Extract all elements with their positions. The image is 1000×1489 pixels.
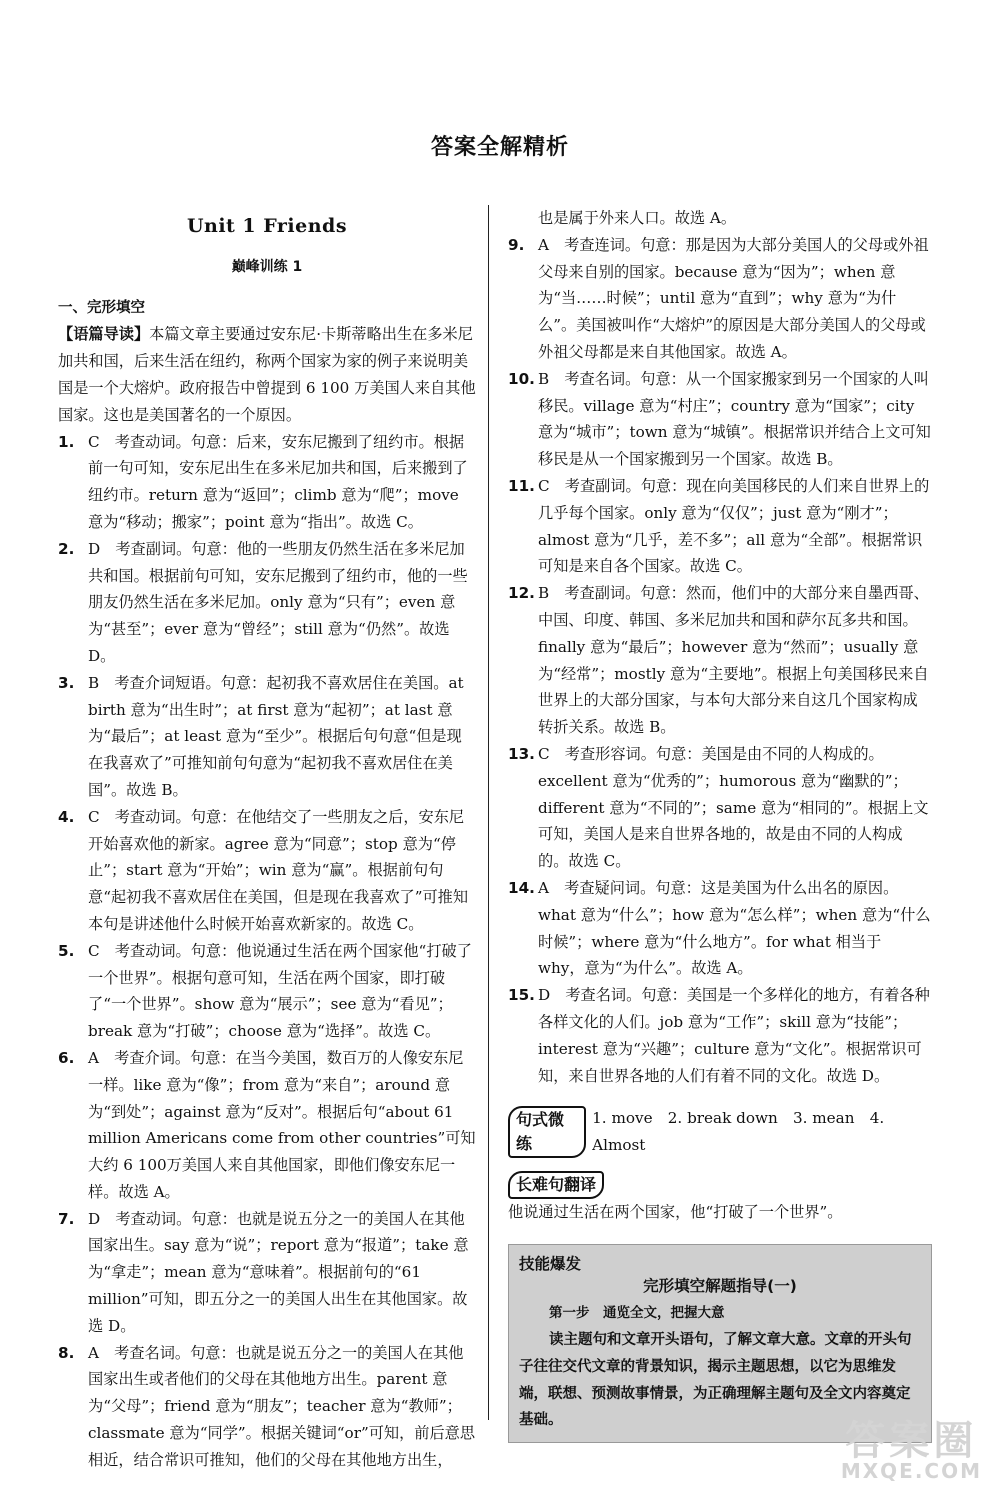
answer-text: C 考查动词。句意：他说通过生活在两个国家他“打破了一个世界”。根据句意可知，生活在两个国家，即打破了“一个世界”。show 意为“展示”；see 意为“看见”；break 意为“打破”；choose 意为“选择”。故选 C。	[88, 941, 472, 1041]
answer-item-11	[508, 473, 932, 580]
answer-text: D 考查名词。句意：美国是一个多样化的地方，有着各种各样文化的人们。job 意为“工作”；skill 意为“技能”；interest 意为“兴趣”；culture 意为“文化”。根据常识可知，来自世界各地的人们有着不同的文化。故选 D。	[538, 986, 930, 1085]
answer-number: 6.	[58, 1048, 75, 1067]
sentence-practice-badge: 句式微练	[508, 1106, 586, 1158]
answer-number: 5.	[58, 941, 75, 960]
answer-item-12	[508, 580, 932, 741]
passage-text: 本篇文章主要通过安东尼·卡斯蒂略出生在多米尼加共和国，后来生活在纽约，称两个国家为家的例子来说明美国是一个大熔炉。政府报告中曾提到 6 100 万美国人来自其他国家。这也是美国著名的一个原因。	[58, 325, 476, 424]
answer-text: A 考查连词。句意：那是因为大部分美国人的父母或外祖父母来自别的国家。because 意为“因为”；when 意为“当……时候”；until 意为“直到”；why 意为“为什么”。美国被叫作“大熔炉”的原因是大部分美国人的父母或外祖父母都是来自其他国家。故选 A。	[538, 235, 929, 361]
answer-item-7	[58, 1206, 476, 1340]
answer-text: C 考查动词。句意：后来，安东尼搬到了纽约市。根据前一句可知，安东尼出生在多米尼加共和国，后来搬到了纽约市。return 意为“返回”；climb 意为“爬”；move 意为“移动；搬家”；point 意为“指出”。故选 C。	[88, 432, 468, 531]
translation-section	[508, 1171, 932, 1226]
passage-lead: 【语篇导读】	[58, 325, 150, 344]
answer-item-13	[508, 741, 932, 875]
answer-item-2	[58, 536, 476, 670]
answer-number: 7.	[58, 1209, 75, 1228]
column-divider	[488, 205, 489, 1420]
sentence-practice-answers: 1. move 2. break down 3. mean 4. Almost	[592, 1109, 885, 1155]
answer-number: 15.	[508, 986, 535, 1005]
translation-badge: 长难句翻译	[508, 1171, 604, 1199]
answer-number: 10.	[508, 369, 535, 388]
skill-box-head: 技能爆发	[519, 1254, 582, 1273]
right-column	[508, 205, 932, 1443]
answer-item-8-continued	[508, 205, 932, 232]
skill-box	[508, 1244, 932, 1444]
watermark-url: MXQE.COM	[840, 1459, 982, 1483]
answer-item-14	[508, 875, 932, 982]
answer-number: 9.	[508, 235, 525, 254]
answer-text: A 考查名词。句意：也就是说五分之一的美国人在其他国家出生或者他们的父母在其他地方出生。parent 意为“父母”；friend 意为“朋友”；teacher 意为“教师”；classmate 意为“同学”。根据关键词“or”可知，前后意思相近，结合常识可推知，他们的父母在其他地方出生，	[88, 1343, 476, 1469]
answer-number: 12.	[508, 584, 535, 603]
answer-text: C 考查形容词。句意：美国是由不同的人构成的。excellent 意为“优秀的”；humorous 意为“幽默的”；different 意为“不同的”；same 意为“相同的”。根据上文可知，美国人是来自世界各地的，故是由不同的人构成的。故选 C。	[538, 744, 929, 871]
answer-number: 13.	[508, 744, 535, 763]
answer-number: 2.	[58, 539, 75, 558]
sentence-practice	[508, 1105, 932, 1159]
training-title: 巅峰训练 1	[231, 258, 303, 275]
section-title: 一、完形填空	[58, 299, 145, 316]
answer-text: 也是属于外来人口。故选 A。	[538, 209, 737, 227]
answer-number: 3.	[58, 673, 75, 692]
answer-text: C 考查动词。句意：在他结交了一些朋友之后，安东尼开始喜欢他的新家。agree 意为“同意”；stop 意为“停止”；start 意为“开始”；win 意为“赢”。根据前句句意“起初我不喜欢居住在美国，但是现在我喜欢了”可推知本句是讲述他什么时候开始喜欢新家的。故选 C。	[88, 807, 469, 933]
answer-text: B 考查副词。句意：然而，他们中的大部分来自墨西哥、中国、印度、韩国、多米尼加共和国和萨尔瓦多共和国。finally 意为“最后”；however 意为“然而”；usually 意为“经常”；mostly 意为“主要地”。根据上句美国移民来自世界上的大部分国家，与本句大部分来自这几个国家构成转折关系。故选 B。	[538, 584, 929, 737]
skill-box-text: 读主题句和文章开头语句，了解文章大意。文章的开头句子往往交代文章的背景知识，揭示主题思想，以它为思维发端，联想、预测故事情景，为正确理解主题句及全文内容奠定基础。	[519, 1332, 912, 1429]
answer-item-4	[58, 804, 476, 938]
answer-item-1	[58, 429, 476, 536]
answer-text: B 考查名词。句意：从一个国家搬家到另一个国家的人叫移民。village 意为“村庄”；country 意为“国家”；city 意为“城市”；town 意为“城镇”。根据常识并结合上文可知移民是从一个国家搬到另一个国家。故选 B。	[538, 369, 931, 469]
answer-text: A 考查疑问词。句意：这是美国为什么出名的原因。what 意为“什么”；how 意为“怎么样”；when 意为“什么时候”；where 意为“什么地方”。for what 相当于 why，意为“为什么”。故选 A。	[538, 878, 931, 978]
answer-number: 1.	[58, 432, 75, 451]
answer-text: D 考查副词。句意：他的一些朋友仍然生活在多米尼加共和国。根据前句可知，安东尼搬到了纽约市，他的一些朋友仍然生活在多米尼加。only 意为“只有”；even 意为“甚至”；ever 意为“曾经”；still 意为“仍然”。故选 D。	[88, 539, 468, 665]
answer-number: 4.	[58, 807, 75, 826]
answer-item-6	[58, 1045, 476, 1206]
left-column	[58, 205, 476, 1474]
answer-item-10	[508, 366, 932, 473]
translation-text: 他说通过生活在两个国家，他“打破了一个世界”。	[508, 1202, 843, 1221]
skill-box-title: 完形填空解题指导(一)	[643, 1277, 797, 1296]
answer-number: 8.	[58, 1343, 75, 1362]
answer-number: 11.	[508, 476, 535, 495]
answer-item-3	[58, 670, 476, 804]
unit-title: Unit 1 Friends	[186, 215, 348, 237]
watermark-text: 答案圈	[845, 1418, 978, 1464]
answer-item-8	[58, 1340, 476, 1474]
answer-text: C 考查副词。句意：现在向美国移民的人们来自世界上的几乎每个国家。only 意为“仅仅”；just 意为“刚才”；almost 意为“几乎，差不多”；all 意为“全部”。根据常识可知是来自各个国家。故选 C。	[538, 476, 930, 576]
answer-item-5	[58, 938, 476, 1045]
passage-guide	[58, 321, 476, 428]
answer-number: 14.	[508, 878, 535, 897]
page-title: 答案全解精析	[430, 135, 569, 160]
answer-item-15	[508, 982, 932, 1089]
answer-item-9	[508, 232, 932, 366]
skill-box-step: 第一步 通览全文，把握大意	[549, 1305, 725, 1322]
answer-text: A 考查介词。句意：在当今美国，数百万的人像安东尼一样。like 意为“像”；from 意为“来自”；around 意为“到处”；against 意为“反对”。根据后句“about 61 million Americans come from other countries”可知大约 6 100万美国人来自其他国家，即他们像安东尼一样。故选 A。	[88, 1048, 476, 1201]
answer-text: D 考查动词。句意：也就是说五分之一的美国人在其他国家出生。say 意为“说”；report 意为“报道”；take 意为“拿走”；mean 意为“意味着”。根据前句的“61 million”可知，即五分之一的美国人出生在其他国家。故选 D。	[88, 1209, 469, 1335]
answer-text: B 考查介词短语。句意：起初我不喜欢居住在美国。at birth 意为“出生时”；at first 意为“起初”；at last 意为“最后”；at least 意为“至少”。根据后句句意“但是现在我喜欢了”可推知前句句意为“起初我不喜欢居住在美国”。故选 B。	[88, 673, 464, 799]
watermark-logo	[840, 1418, 982, 1483]
